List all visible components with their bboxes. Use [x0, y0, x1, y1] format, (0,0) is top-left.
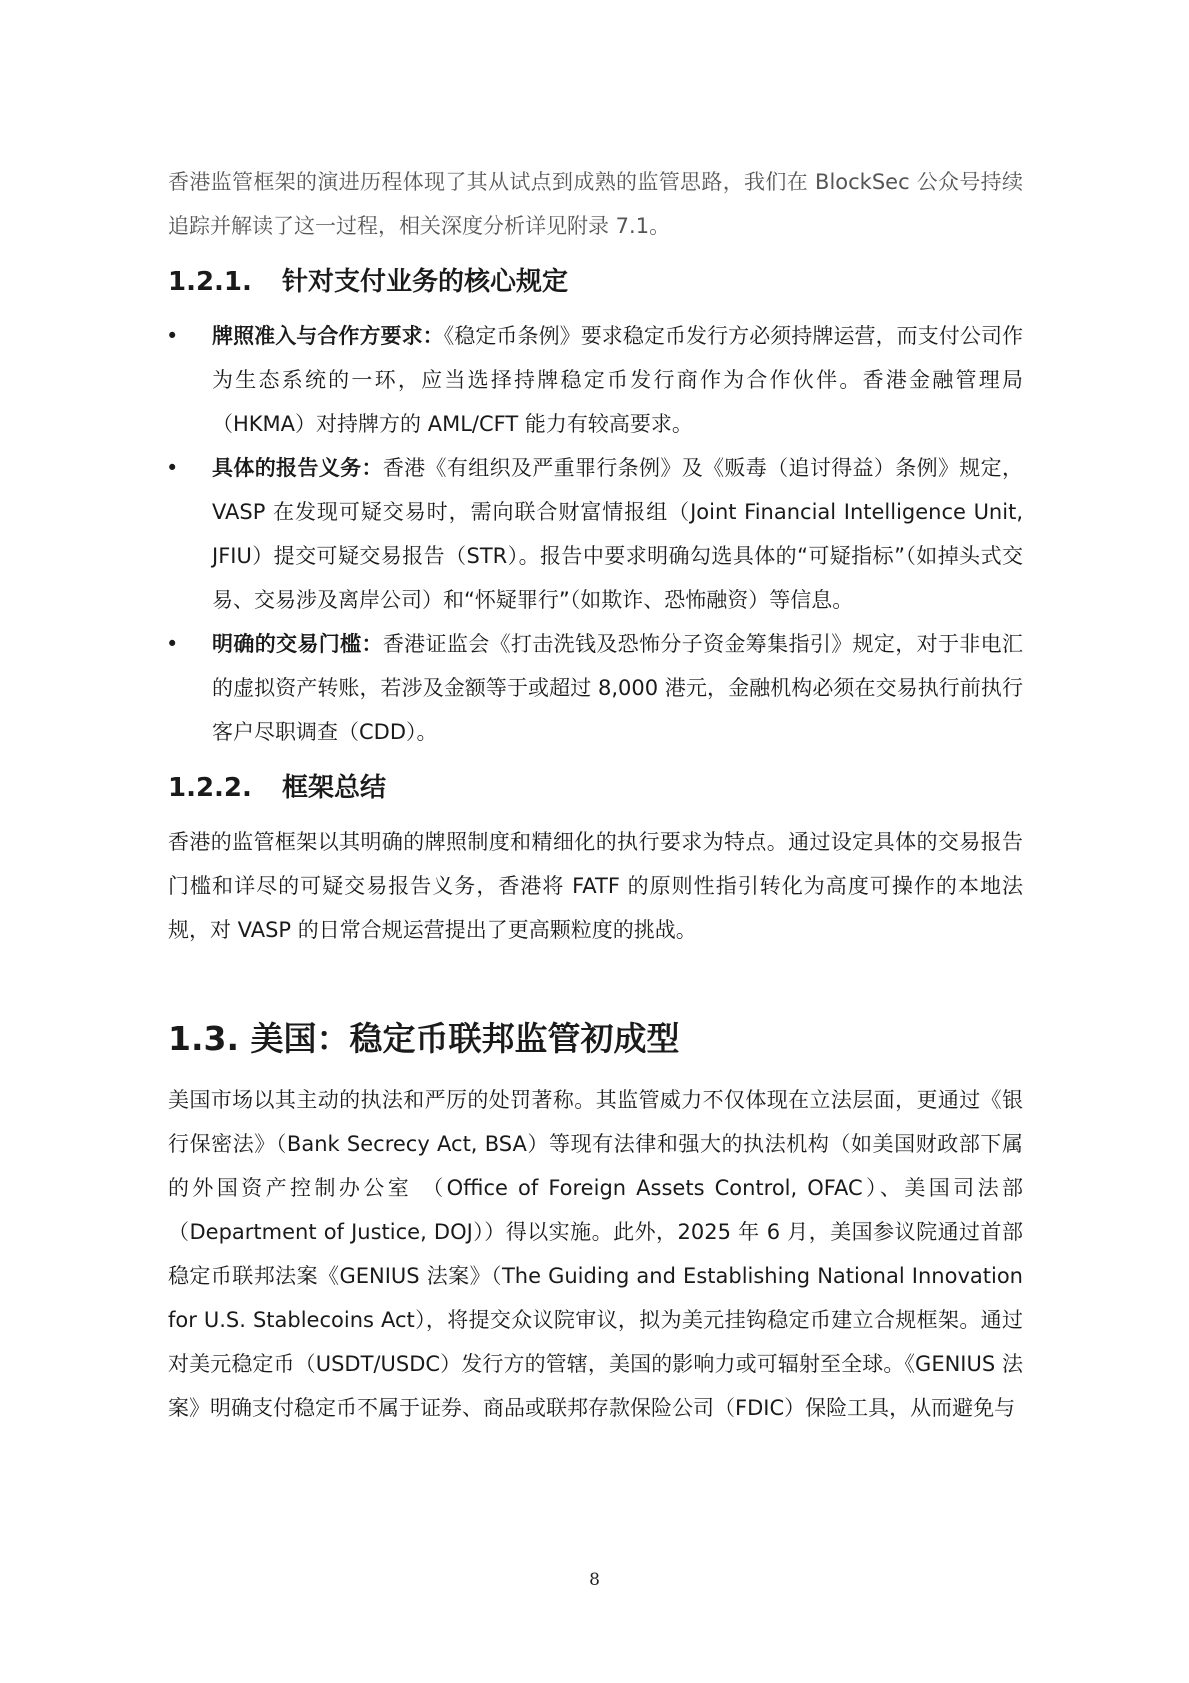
item-lead: 明确的交易门槛： [212, 632, 383, 656]
section-title: 框架总结 [282, 773, 387, 803]
page-content [168, 160, 1023, 1430]
list-item [168, 446, 1023, 622]
section-1-2-1-heading [168, 262, 1023, 302]
requirements-list [168, 314, 1023, 754]
item-text: 香港《有组织及严重罪行条例》及《贩毒（追讨得益）条例》规定，VASP 在发现可疑交易时，需向联合财富情报组（Joint Financial Intelligence Unit, JFIU）提交可疑交易报告（STR）。报告中要求明确勾选具体的“可疑指标”（如掉头式交易、交易涉及离岸公司）和“怀疑罪行”（如欺诈、恐怖融资）等信息。 [212, 456, 1023, 612]
bullet-icon: • [166, 632, 179, 656]
list-item [168, 622, 1023, 754]
section-1-2-2-heading [168, 768, 1023, 808]
item-text: 香港证监会《打击洗钱及恐怖分子资金筹集指引》规定，对于非电汇的虚拟资产转账，若涉及金额等于或超过 8,000 港元，金融机构必须在交易执行前执行客户尽职调查（CDD）。 [212, 632, 1023, 744]
item-text: 《稳定币条例》要求稳定币发行方必须持牌运营，而支付公司作为生态系统的一环，应当选择持牌稳定币发行商作为合作伙伴。香港金融管理局（HKMA）对持牌方的 AML/CFT 能力有较高要求。 [212, 324, 1024, 436]
list-item [168, 314, 1023, 446]
bullet-icon: • [166, 324, 179, 348]
summary-paragraph: 香港的监管框架以其明确的牌照制度和精细化的执行要求为特点。通过设定具体的交易报告门槛和详尽的可疑交易报告义务，香港将 FATF 的原则性指引转化为高度可操作的本地法规，对 VASP 的日常合规运营提出了更高颗粒度的挑战。 [168, 830, 1023, 942]
item-lead: 牌照准入与合作方要求： [212, 324, 444, 348]
bullet-icon: • [166, 456, 179, 480]
section-1-3-heading: 1.3. 美国：稳定币联邦监管初成型 [168, 1019, 680, 1058]
page-number: 8 [589, 1570, 600, 1590]
item-lead: 具体的报告义务： [212, 456, 383, 480]
us-paragraph: 美国市场以其主动的执法和严厉的处罚著称。其监管威力不仅体现在立法层面，更通过《银行保密法》（Bank Secrecy Act, BSA）等现有法律和强大的执法机构（如美国财政部下属的外国资产控制办公室 （Office of Foreign Assets Control, OFAC）、美国司法部（Department of Justice, DOJ））得以实施。此外，2025 年 6 月，美国参议院通过首部稳定币联邦法案《GENIUS 法案》（The Guiding and Establishing National Innovation for U.S. Stablecoins Act），将提交众议院审议，拟为美元挂钩稳定币建立合规框架。通过对美元稳定币（USDT/USDC）发行方的管辖，美国的影响力或可辐射至全球。《GENIUS 法案》明确支付稳定币不属于证券、商品或联邦存款保险公司（FDIC）保险工具，从而避免与 [168, 1088, 1023, 1420]
intro-paragraph: 香港监管框架的演进历程体现了其从试点到成熟的监管思路，我们在 BlockSec 公众号持续追踪并解读了这一过程，相关深度分析详见附录 7.1。 [168, 170, 1023, 238]
section-number: 1.2.1. [168, 267, 252, 297]
section-title: 针对支付业务的核心规定 [282, 267, 569, 297]
section-number: 1.2.2. [168, 773, 252, 803]
